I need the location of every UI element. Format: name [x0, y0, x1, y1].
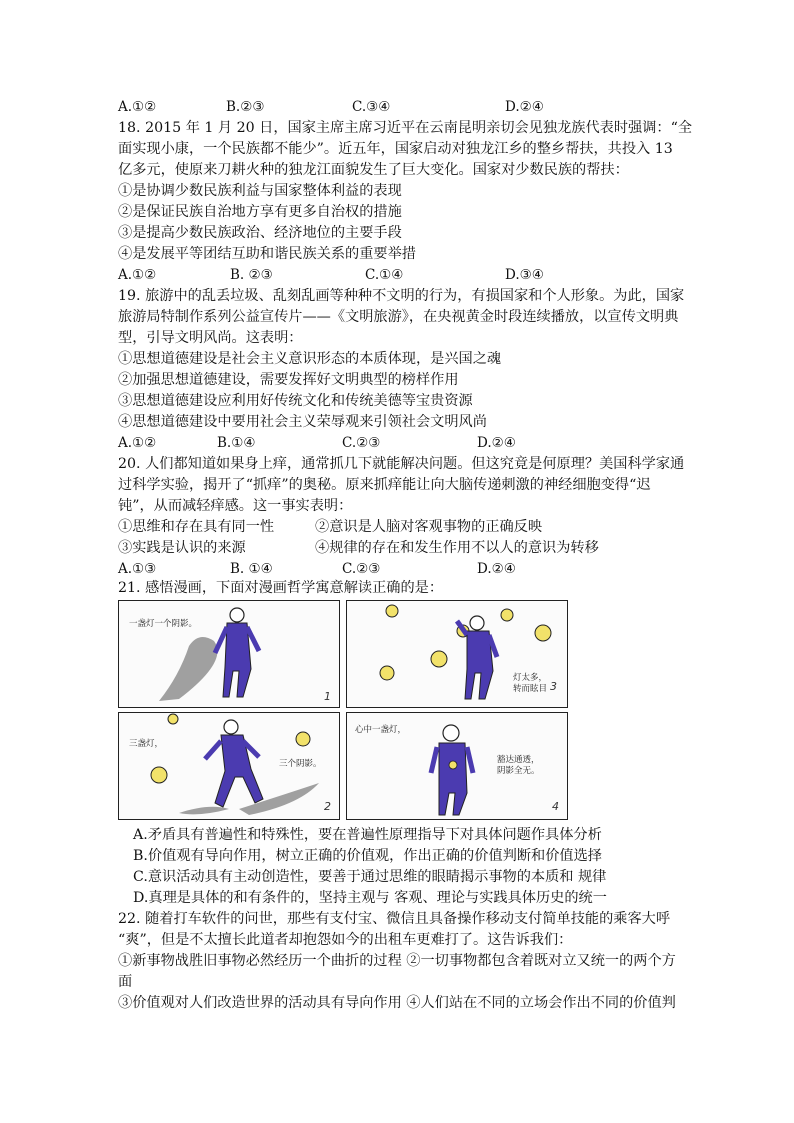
q18-stem-line: 亿多元，使原来刀耕火种的独龙江面貌发生了巨大变化。国家对少数民族的帮扶： [118, 162, 629, 178]
panel-number: 3 [550, 680, 557, 693]
panel-2-caption: 灯太多，转而眩目 [513, 673, 548, 694]
q19-stem-line: 19. 旅游中的乱丢垃圾、乱刻乱画等种种不文明的行为，有损国家和个人形象。为此，国家 [118, 288, 685, 304]
q22-stem-line: 22. 随着打车软件的问世，那些有支付宝、微信且具备操作移动支付简单技能的乘客大呼 [118, 911, 671, 927]
q21-option-d[interactable]: D.真理是具体的和有条件的，坚持主观与 客观、理论与实践具体历史的统一 [133, 890, 607, 906]
q20-item: ④规律的存在和发生作用不以人的意识为转移 [315, 540, 599, 556]
q20-option-b[interactable]: B. ①④ [230, 561, 273, 577]
panel-number: 4 [552, 800, 559, 813]
q18-stem-line: 18. 2015 年 1 月 20 日，国家主席主席习近平在云南昆明亲切会见独龙族代表时强调：“全 [118, 120, 693, 136]
q19-option-b[interactable]: B.①④ [217, 435, 256, 451]
q20-stem-line: 20. 人们都知道如果身上痒，通常抓几下就能解决问题。但这究竟是何原理？美国科学家通 [118, 456, 685, 472]
comic-strip [118, 600, 568, 820]
q17-option-b[interactable]: B.②③ [226, 99, 265, 115]
q17-option-a[interactable]: A.①② [118, 99, 157, 115]
q19-item: ④思想道德建设中要用社会主义荣辱观来引领社会文明风尚 [118, 414, 487, 430]
q19-stem-line: 型，引导文明风尚。这表明： [118, 330, 303, 346]
q20-stem-line: 钝”，从而减轻痒感。这一事实表明： [118, 498, 353, 514]
q18-item: ①是协调少数民族利益与国家整体利益的表现 [118, 183, 402, 199]
q22-item: 面 [118, 974, 133, 990]
comic-panel-1 [118, 600, 340, 708]
q19-item: ②加强思想道德建设，需要发挥好文明典型的榜样作用 [118, 372, 459, 388]
q19-item: ③思想道德建设应利用好传统文化和传统美德等宝贵资源 [118, 393, 473, 409]
q18-option-b[interactable]: B. ②③ [230, 267, 273, 283]
q20-item: ③实践是认识的来源 [118, 540, 246, 556]
q22-stem-line: “爽”，但是不太擅长此道者却抱怨如今的出租车更难打了。这告诉我们： [118, 932, 573, 948]
q20-item: ①思维和存在具有同一性 [118, 519, 275, 535]
q21-option-c[interactable]: C.意识活动具有主动创造性，要善于通过思维的眼睛揭示事物的本质和 规律 [133, 869, 607, 885]
q19-option-d[interactable]: D.②④ [477, 435, 516, 451]
q20-option-a[interactable]: A.①③ [118, 561, 157, 577]
q18-option-c[interactable]: C.①④ [365, 267, 404, 283]
panel-3-caption-left: 三盏灯， [129, 739, 164, 749]
q18-option-a[interactable]: A.①② [118, 267, 157, 283]
q18-option-d[interactable]: D.③④ [505, 267, 544, 283]
q21-stem: 21. 感悟漫画，下面对漫画哲学寓意解读正确的是： [118, 580, 444, 596]
q22-item: ①新事物战胜旧事物必然经历一个曲折的过程 ②一切事物都包含着既对立又统一的两个方 [118, 953, 676, 969]
comic-panel-4 [346, 712, 568, 820]
q22-item: ③价值观对人们改造世界的活动具有导向作用 ④人们站在不同的立场会作出不同的价值判 [118, 995, 676, 1011]
panel-number: 2 [324, 800, 331, 813]
q18-item: ③是提高少数民族政治、经济地位的主要手段 [118, 225, 402, 241]
comic-panel-3 [346, 600, 568, 708]
panel-4-caption-right: 豁达通透，阴影全无。 [497, 755, 540, 776]
q17-option-c[interactable]: C.③④ [352, 99, 391, 115]
man-shadow-illustration [119, 601, 340, 708]
q20-option-c[interactable]: C.②③ [342, 561, 381, 577]
q19-option-a[interactable]: A.①② [118, 435, 157, 451]
panel-4-caption-left: 心中一盏灯， [355, 725, 407, 735]
q19-option-c[interactable]: C.②③ [342, 435, 381, 451]
q21-option-a[interactable]: A.矛盾具有普遍性和特殊性，要在普遍性原理指导下对具体问题作具体分析 [133, 827, 602, 843]
panel-number: 1 [324, 690, 331, 703]
q20-item: ②意识是人脑对客观事物的正确反映 [315, 519, 543, 535]
q20-option-d[interactable]: D.②④ [477, 561, 516, 577]
q19-stem-line: 旅游局特制作系列公益宣传片——《文明旅游》，在央视黄金时段连续播放，以宣传文明典 [118, 309, 679, 325]
panel-3-caption-right: 三个阴影。 [279, 759, 322, 769]
q19-item: ①思想道德建设是社会主义意识形态的本质体现，是兴国之魂 [118, 351, 502, 367]
q21-option-b[interactable]: B.价值观有导向作用，树立正确的价值观，作出正确的价值判断和价值选择 [133, 848, 602, 864]
q20-stem-line: 过科学实验，揭开了“抓痒”的奥秘。原来抓痒能让向大脑传递刺激的神经细胞变得“迟 [118, 477, 651, 493]
q18-item: ②是保证民族自治地方享有更多自治权的措施 [118, 204, 402, 220]
panel-1-caption: 一盏灯一个阴影。 [129, 619, 198, 629]
q17-option-d[interactable]: D.②④ [505, 99, 544, 115]
q18-stem-line: 面实现小康，一个民族都不能少”。近五年，国家启动对独龙江乡的整乡帮扶，共投入 13 [118, 141, 673, 157]
q18-item: ④是发展平等团结互助和谐民族关系的重要举措 [118, 246, 416, 262]
comic-panel-2 [118, 712, 340, 820]
